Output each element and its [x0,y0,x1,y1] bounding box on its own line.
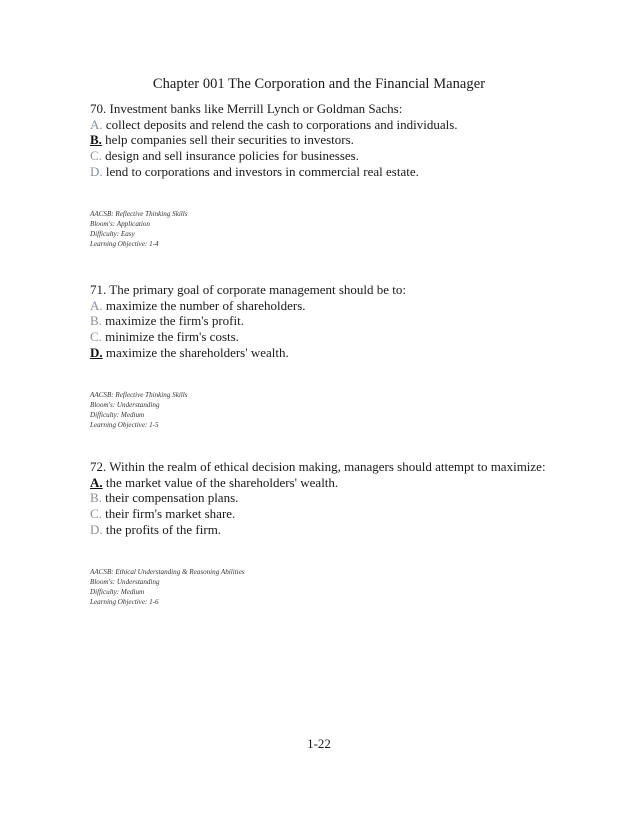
page-title: Chapter 001 The Corporation and the Financial Manager [152,76,486,92]
option-text: lend to corporations and investors in commercial real estate. [105,163,419,179]
option-text: help companies sell their securities to investors. [105,132,354,148]
page-number: 1-22 [307,736,331,751]
learning-objective-tag: Learning Objective: 1-5 [90,420,159,429]
question-metadata [90,209,610,249]
option-letter: D. [90,521,103,537]
question-72 [90,459,610,607]
option-letter: A. [90,116,103,132]
question-70 [90,101,610,249]
option-letter: B. [90,313,102,329]
aacsb-tag: AACSB: Reflective Thinking Skills [90,390,188,399]
correct-option-letter: A. [90,474,103,490]
option-text: maximize the shareholders' wealth. [105,344,289,360]
option-letter: C. [90,506,102,522]
answer-option-d [90,164,610,180]
question-stem: 72. Within the realm of ethical decision making, managers should attempt to maximize: [90,459,546,474]
answer-option-d [90,522,610,538]
question-stem: 71. The primary goal of corporate management should be to: [90,282,406,297]
answer-option-d [90,345,610,361]
option-text: the profits of the firm. [105,521,222,537]
answer-option-b [90,490,610,506]
correct-option-letter: D. [90,344,103,360]
option-text: collect deposits and relend the cash to corporations and individuals. [105,116,458,132]
option-letter: A. [90,297,103,313]
difficulty-tag: Difficulty: Easy [90,229,135,238]
answer-option-a [90,117,610,133]
answer-option-a [90,298,610,314]
aacsb-tag: AACSB: Ethical Understanding & Reasoning Abilities [90,567,245,576]
option-text: their firm's market share. [105,506,236,522]
learning-objective-tag: Learning Objective: 1-6 [90,597,159,606]
question-metadata [90,567,610,607]
option-letter: D. [90,163,103,179]
answer-option-b [90,132,610,148]
option-text: minimize the firm's costs. [105,329,239,345]
question-metadata [90,390,610,430]
answer-option-c [90,329,610,345]
option-letter: C. [90,329,102,345]
blooms-tag: Bloom's: Application [90,219,150,228]
blooms-tag: Bloom's: Understanding [90,400,160,409]
option-letter: C. [90,148,102,164]
option-text: maximize the number of shareholders. [105,297,306,313]
question-stem: 70. Investment banks like Merrill Lynch or Goldman Sachs: [90,101,403,116]
difficulty-tag: Difficulty: Medium [90,410,145,419]
question-71 [90,282,610,430]
correct-option-letter: B. [90,132,102,148]
answer-option-b [90,313,610,329]
difficulty-tag: Difficulty: Medium [90,587,145,596]
learning-objective-tag: Learning Objective: 1-4 [90,239,159,248]
option-text: their compensation plans. [105,490,239,506]
answer-option-c [90,506,610,522]
option-letter: B. [90,490,102,506]
answer-option-c [90,148,610,164]
answer-option-a [90,475,610,491]
option-text: the market value of the shareholders' wealth. [105,474,339,490]
option-text: design and sell insurance policies for businesses. [105,148,359,164]
aacsb-tag: AACSB: Reflective Thinking Skills [90,209,188,218]
blooms-tag: Bloom's: Understanding [90,577,160,586]
option-text: maximize the firm's profit. [105,313,244,329]
